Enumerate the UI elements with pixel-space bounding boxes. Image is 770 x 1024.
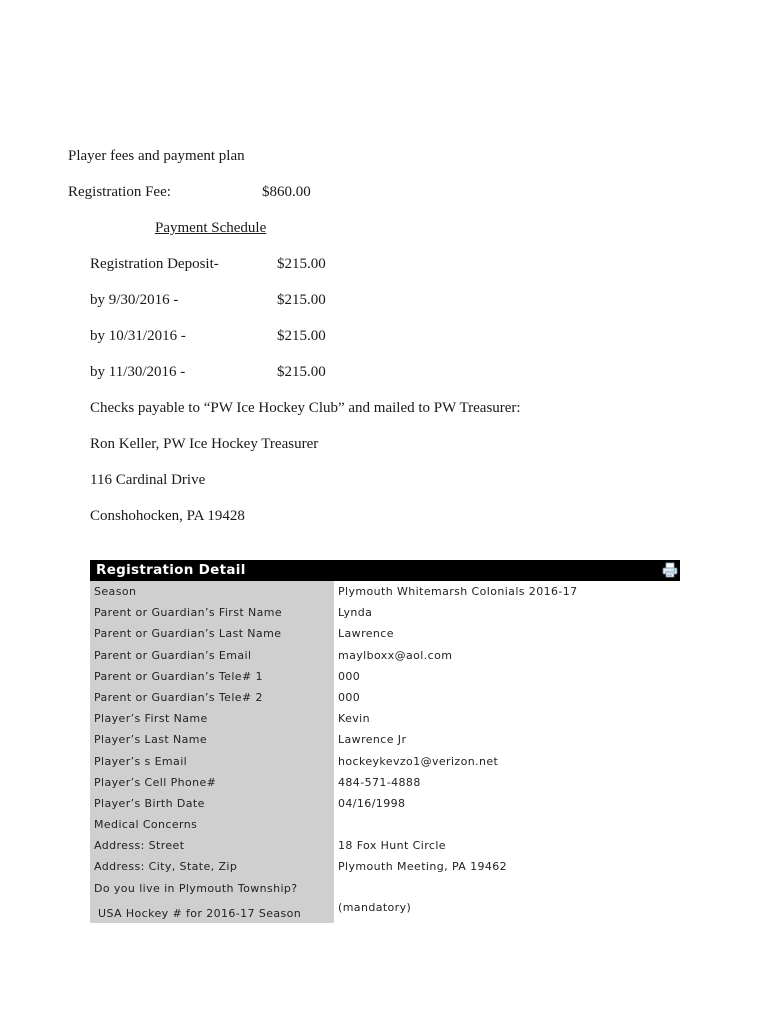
- field-value: maylboxx@aol.com: [338, 648, 453, 662]
- field-label: Season: [94, 585, 137, 598]
- field-label: Player’s s Email: [94, 754, 188, 768]
- field-label: Do you live in Plymouth Township?: [94, 881, 298, 895]
- field-value: Kevin: [338, 712, 370, 726]
- payment-schedule-title: Payment Schedule: [155, 220, 267, 236]
- field-label: USA Hockey # for 2016-17 Season: [98, 906, 302, 920]
- field-label: Parent or Guardian’s Last Name: [94, 627, 282, 641]
- checks-note: Checks payable to “PW Ice Hockey Club” and mailed to PW Treasurer:: [90, 400, 521, 416]
- field-value: 04/16/1998: [338, 796, 406, 810]
- field-label: Address: City, State, Zip: [94, 860, 238, 874]
- registration-detail-header: [90, 560, 680, 581]
- field-label: Player’s Cell Phone#: [94, 775, 217, 789]
- treasurer-name: Ron Keller, PW Ice Hockey Treasurer: [90, 436, 319, 452]
- field-value: Lawrence Jr: [338, 733, 407, 747]
- schedule-amount: $215.00: [277, 364, 326, 380]
- field-value: 18 Fox Hunt Circle: [338, 839, 446, 853]
- field-value: Lawrence: [338, 627, 394, 641]
- field-value: 000: [338, 669, 361, 683]
- field-label: Medical Concerns: [94, 818, 198, 832]
- field-label: Player’s Last Name: [94, 733, 208, 747]
- field-value: Lynda: [338, 606, 373, 620]
- field-value: hockeykevzo1@verizon.net: [338, 754, 499, 768]
- field-value: Plymouth Meeting, PA 19462: [338, 860, 508, 874]
- registration-detail-table: [90, 560, 680, 923]
- schedule-amount: $215.00: [277, 292, 326, 308]
- schedule-label: Registration Deposit-: [90, 256, 219, 272]
- field-label: Address: Street: [94, 839, 185, 853]
- field-label: Parent or Guardian’s Tele# 1: [94, 669, 263, 683]
- registration-fee-value: $860.00: [262, 184, 311, 200]
- field-value: (mandatory): [338, 900, 412, 914]
- field-label: Parent or Guardian’s Tele# 2: [94, 690, 263, 704]
- registration-detail-title: Registration Detail: [96, 562, 246, 578]
- fees-heading: Player fees and payment plan: [68, 148, 245, 164]
- registration-fee-label: Registration Fee:: [68, 184, 171, 200]
- registration-values-column: [334, 581, 680, 923]
- address-line2: Conshohocken, PA 19428: [90, 508, 245, 524]
- field-value: [334, 878, 680, 899]
- registration-labels-column: [90, 581, 334, 923]
- field-label: Parent or Guardian’s First Name: [94, 606, 282, 620]
- field-label: Player’s First Name: [94, 712, 208, 726]
- schedule-label: by 9/30/2016 -: [90, 292, 179, 308]
- schedule-label: by 11/30/2016 -: [90, 364, 186, 380]
- schedule-label: by 10/31/2016 -: [90, 328, 186, 344]
- address-line1: 116 Cardinal Drive: [90, 472, 206, 488]
- field-value: Plymouth Whitemarsh Colonials 2016-17: [338, 585, 578, 598]
- field-value: [334, 814, 680, 835]
- field-value: 000: [338, 690, 361, 704]
- field-value: 484-571-4888: [338, 775, 421, 789]
- field-label: Parent or Guardian’s Email: [94, 648, 252, 662]
- printer-icon[interactable]: [662, 562, 678, 578]
- field-label: Player’s Birth Date: [94, 796, 205, 810]
- schedule-amount: $215.00: [277, 328, 326, 344]
- schedule-amount: $215.00: [277, 256, 326, 272]
